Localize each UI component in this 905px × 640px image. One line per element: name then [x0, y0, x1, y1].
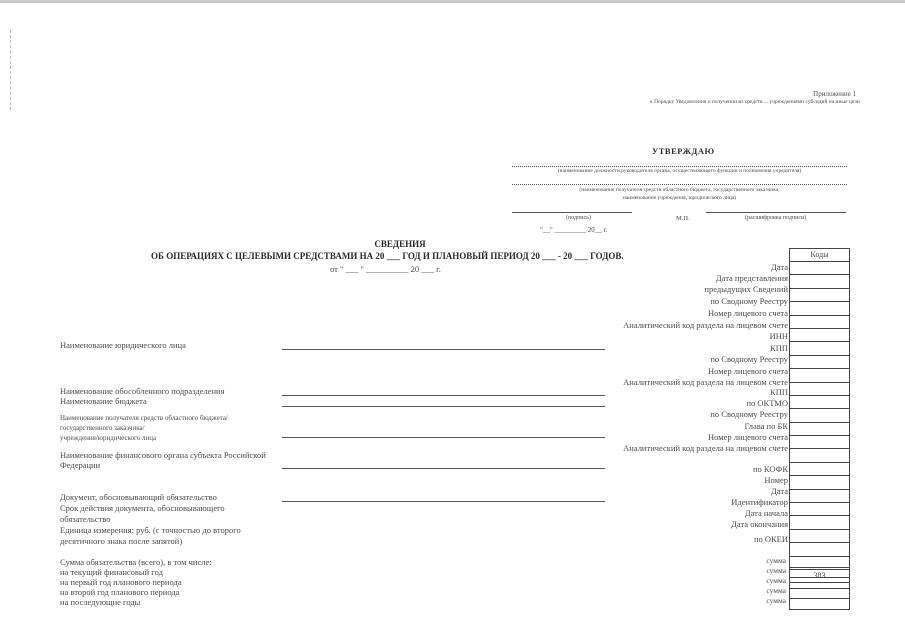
code-cell[interactable] — [790, 315, 850, 328]
right-label-doc-date: Дата — [771, 486, 788, 496]
right-label-kpp: КПП — [770, 343, 788, 353]
stamp-caption: М.П. — [676, 215, 690, 222]
right-label-okei: по ОКЕИ — [753, 534, 788, 544]
code-cell[interactable] — [790, 516, 850, 529]
code-cell[interactable] — [790, 422, 850, 435]
field-subdivision[interactable] — [282, 395, 605, 396]
label-finance-b: Федерации — [60, 460, 101, 470]
label-sum-later: на последующие годы — [60, 597, 141, 607]
sum-label: сумма — [766, 586, 786, 595]
label-sum-first: на первый год планового периода — [60, 577, 182, 587]
code-cell[interactable] — [790, 262, 850, 275]
code-cell[interactable] — [790, 302, 850, 315]
sum-table — [789, 556, 850, 610]
approve-caption-2a: (наименование получателя средств областного бюджета, государственного заказчика, — [579, 187, 780, 193]
label-document: Документ, обосновывающий обязательство — [60, 492, 217, 502]
right-label-account-2: Номер лицевого счета — [708, 366, 788, 376]
sum-cell[interactable] — [790, 567, 850, 578]
label-unit-a: Единица измерения: руб. (с точностью до второго — [60, 525, 241, 535]
label-term-b: обязательство — [60, 514, 111, 524]
right-label-number: Номер — [764, 475, 788, 485]
codes-table — [789, 248, 850, 583]
label-sum-second: на второй год планового периода — [60, 587, 180, 597]
right-label-register-3: по Сводному Реестру — [710, 409, 788, 419]
approve-caption-2b: наименование учреждения, юридического лица) — [622, 195, 737, 201]
top-border — [0, 0, 905, 3]
sum-label: сумма — [766, 566, 786, 575]
right-label-analytic-code: Аналитический код раздела на лицевом счете — [623, 320, 788, 330]
code-cell[interactable] — [790, 275, 850, 288]
code-cell[interactable] — [790, 395, 850, 408]
code-cell[interactable] — [790, 342, 850, 355]
label-finance-a: Наименование финансового органа субъекта Российской — [60, 450, 266, 460]
codes-header: Коды — [790, 249, 850, 262]
field-recipient[interactable] — [282, 437, 605, 438]
sum-cell[interactable] — [790, 578, 850, 589]
sum-cell[interactable] — [790, 557, 850, 568]
decoding-caption: (расшифровка подписи) — [745, 215, 807, 221]
code-cell[interactable] — [790, 449, 850, 462]
right-label-account: Номер лицевого счета — [708, 308, 788, 318]
code-cell[interactable] — [790, 382, 850, 395]
approve-caption-1: (наименование должности руководителя органа, осуществляющего функции и полномочия учредителя) — [557, 168, 802, 174]
label-recipient-b: государственного заказчика/ — [60, 424, 145, 432]
right-label-identifier: Идентификатор — [731, 497, 788, 507]
right-label-start-date: Дата начала — [744, 508, 788, 518]
sum-cell[interactable] — [790, 588, 850, 599]
approve-title: УТВЕРЖДАЮ — [652, 146, 715, 156]
code-cell[interactable] — [790, 355, 850, 368]
right-label-previous: предыдущих Сведений — [704, 284, 788, 294]
label-sum-total: Сумма обязательства (всего), в том числе: — [60, 557, 212, 567]
label-recipient-a: Наименование получателя средств областного бюджета/ — [60, 414, 228, 422]
appendix-note: к Порядку Уведомления о получении из средств ... учреждениями субсидий на иные цели — [650, 99, 860, 105]
sum-label: сумма — [766, 556, 786, 565]
field-legal-entity[interactable] — [282, 349, 605, 350]
label-budget: Наименование бюджета — [60, 396, 147, 406]
right-label-analytic-code-2: Аналитический код раздела на лицевом счете — [623, 377, 788, 387]
right-label-analytic-code-3: Аналитический код раздела на лицевом счете — [623, 443, 788, 453]
field-budget[interactable] — [282, 406, 605, 407]
doc-subtitle: ОБ ОПЕРАЦИЯХ С ЦЕЛЕВЫМИ СРЕДСТВАМИ НА 20 ___ ГОД И ПЛАНОВЫЙ ПЕРИОД 20 ___ - 20 ___ ГОДОВ. — [151, 251, 624, 261]
label-subdivision: Наименование обособленного подразделения — [60, 386, 225, 396]
right-label-date: Дата — [771, 262, 788, 272]
code-cell[interactable] — [790, 476, 850, 489]
code-cell[interactable] — [790, 462, 850, 475]
label-sum-current: на текущий финансовый год — [60, 567, 163, 577]
label-unit-b: десятичного знака после запятой) — [60, 536, 183, 546]
right-label-kpp-2: КПП — [770, 387, 788, 397]
sum-label: сумма — [766, 576, 786, 585]
code-cell[interactable] — [790, 288, 850, 301]
code-cell[interactable] — [790, 503, 850, 516]
sum-cell[interactable] — [790, 599, 850, 610]
sign-caption: (подпись) — [566, 215, 591, 221]
sign-line — [512, 212, 632, 213]
right-label-submission-date: Дата представления — [715, 273, 788, 283]
right-label-register: по Сводному Реестру — [710, 296, 788, 306]
code-cell[interactable] — [790, 369, 850, 382]
code-cell[interactable] — [790, 543, 850, 556]
approve-line-1 — [512, 166, 847, 167]
code-cell[interactable] — [790, 409, 850, 422]
right-label-end-date: Дата окончания — [731, 519, 788, 529]
right-label-register-2: по Сводному Реестру — [710, 354, 788, 364]
decoding-line — [706, 212, 846, 213]
right-label-bk-head: Глава по БК — [744, 421, 788, 431]
code-cell[interactable] — [790, 489, 850, 502]
field-document[interactable] — [282, 501, 605, 502]
okei-code-cell: 383 — [790, 569, 850, 582]
doc-title: СВЕДЕНИЯ — [374, 239, 426, 249]
approve-line-2 — [512, 184, 847, 185]
right-label-kofk: по КОФК — [752, 464, 788, 474]
label-legal-entity: Наименование юридического лица — [60, 340, 186, 350]
appendix-label: Приложение 1 — [813, 90, 856, 98]
label-term-a: Срок действия документа, обосновывающего — [60, 503, 225, 513]
code-cell[interactable] — [790, 436, 850, 449]
right-label-oktmo: по ОКТМО — [746, 398, 788, 408]
field-finance[interactable] — [282, 468, 605, 469]
approve-date: "__" _________ 20__ г. — [540, 226, 608, 234]
sum-label: сумма — [766, 596, 786, 605]
code-cell[interactable] — [790, 328, 850, 341]
doc-date: от " ___ " __________ 20 ___ г. — [330, 264, 441, 274]
right-label-inn: ИНН — [769, 331, 788, 341]
label-recipient-c: учреждения/юридического лица — [60, 434, 157, 442]
right-label-account-3: Номер лицевого счета — [708, 432, 788, 442]
code-cell[interactable] — [790, 529, 850, 542]
margin-mark — [10, 30, 12, 110]
